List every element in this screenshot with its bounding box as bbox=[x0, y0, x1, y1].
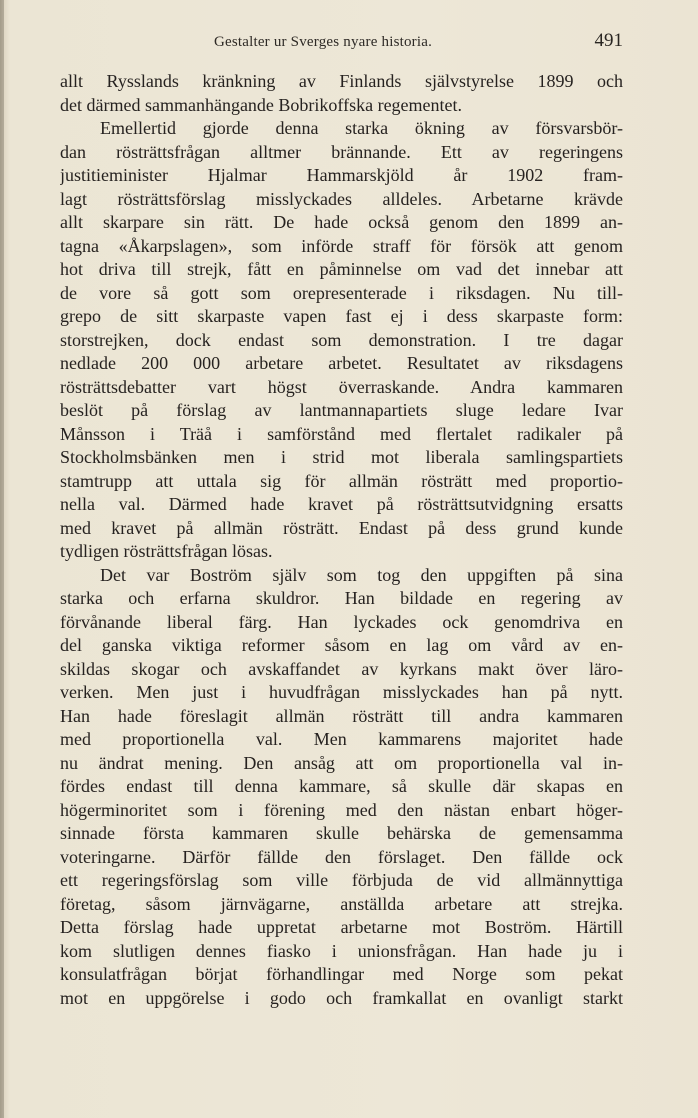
text-line: tagna «Åkarpslagen», som införde straff för försök att genom bbox=[60, 235, 623, 256]
text-line: mot en uppgörelse i godo och framkallat en ovanligt starkt bbox=[60, 987, 623, 1008]
text-line: fördes endast till denna kammare, så skulle där skapas en bbox=[60, 776, 623, 796]
text-line: Månsson i Träå i samförstånd med flertalet radikaler på bbox=[60, 423, 623, 444]
text-line: voteringarne. Därför fällde den förslaget. Den fällde ock bbox=[60, 846, 623, 867]
running-title: Gestalter ur Sverges nyare historia. bbox=[213, 34, 433, 50]
text-line: med proportionella val. Men kammarens majoritet hade bbox=[60, 729, 623, 749]
text-line: skildas skogar och avskaffandet av kyrkans makt över läro- bbox=[60, 658, 623, 679]
text-line: Det var Boström själv som tog den uppgiften på sina bbox=[100, 564, 623, 585]
text-line: beslöt på förslag av lantmannapartiets sluge ledare Ivar bbox=[60, 400, 623, 420]
text-line: allt skarpare sin rätt. De hade också genom den 1899 an- bbox=[60, 212, 623, 232]
text-line: starka och erfarna skuldror. Han bildade en regering av bbox=[60, 588, 623, 608]
binding-edge bbox=[0, 0, 4, 1118]
text-line: nu ändrat mening. Den ansåg att om proportionella val in- bbox=[60, 752, 623, 773]
text-line: grepo de sitt skarpaste vapen fast ej i dess skarpaste form: bbox=[60, 306, 623, 326]
text-line: förvånande liberal färg. Han lyckades ock genomdriva en bbox=[60, 611, 623, 632]
text-line: Detta förslag hade uppretat arbetarne mot Boström. Härtill bbox=[60, 917, 623, 937]
text-line: hot driva till strejk, fått en påminnelse om vad det innebar att bbox=[60, 259, 623, 279]
text-line: företag, såsom järnvägarne, anställda arbetare att strejka. bbox=[60, 893, 623, 914]
body-text bbox=[60, 70, 623, 1010]
text-line: storstrejken, dock endast som demonstration. I tre dagar bbox=[60, 329, 623, 350]
text-line: kom slutligen dennes fiasko i unionsfrågan. Han hade ju i bbox=[60, 940, 623, 961]
text-line: allt Rysslands kränkning av Finlands självstyrelse 1899 och bbox=[60, 71, 623, 91]
text-line: rösträttsdebatter vart högst överraskande. Andra kammaren bbox=[60, 376, 623, 397]
text-line: sinnade första kammaren skulle behärska de gemensamma bbox=[60, 823, 623, 843]
book-page bbox=[60, 0, 623, 1118]
text-line: ett regeringsförslag som ville förbjuda de vid allmännyttiga bbox=[60, 870, 623, 890]
text-line: med kravet på allmän rösträtt. Endast på dess grund kunde bbox=[60, 517, 623, 538]
text-line: Emellertid gjorde denna starka ökning av försvarsbör- bbox=[100, 118, 623, 138]
text-line: justitieminister Hjalmar Hammarskjöld år 1902 fram- bbox=[60, 165, 623, 185]
text-line: stamtrupp att uttala sig för allmän rösträtt med proportio- bbox=[60, 470, 623, 491]
text-line: dan rösträttsfrågan alltmer brännande. Ett av regeringens bbox=[60, 141, 623, 162]
text-line: de vore så gott som orepresenterade i riksdagen. Nu till- bbox=[60, 282, 623, 303]
text-line: tydligen rösträttsfrågan lösas. bbox=[60, 541, 273, 561]
text-line: verken. Men just i huvudfrågan misslyckades han på nytt. bbox=[60, 682, 623, 702]
text-line: Stockholmsbänken men i strid mot liberala samlingspartiets bbox=[60, 447, 623, 467]
text-line: del ganska viktiga reformer såsom en lag om vård av en- bbox=[60, 635, 623, 655]
text-line: högerminoritet som i förening med den nästan enbart höger- bbox=[60, 799, 623, 820]
page-number: 491 bbox=[594, 30, 623, 51]
text-line: konsulatfrågan börjat förhandlingar med Norge som pekat bbox=[60, 964, 623, 984]
text-line: det därmed sammanhängande Bobrikoffska regementet. bbox=[60, 94, 463, 115]
text-line: lagt rösträttsförslag misslyckades alldeles. Arbetarne krävde bbox=[60, 188, 623, 209]
text-line: nella val. Därmed hade kravet på rösträttsutvidgning ersatts bbox=[60, 494, 623, 514]
text-line: Han hade föreslagit allmän rösträtt till andra kammaren bbox=[60, 705, 623, 726]
running-head bbox=[60, 30, 623, 56]
text-line: nedlade 200 000 arbetare arbetet. Resultatet av riksdagens bbox=[60, 353, 623, 373]
